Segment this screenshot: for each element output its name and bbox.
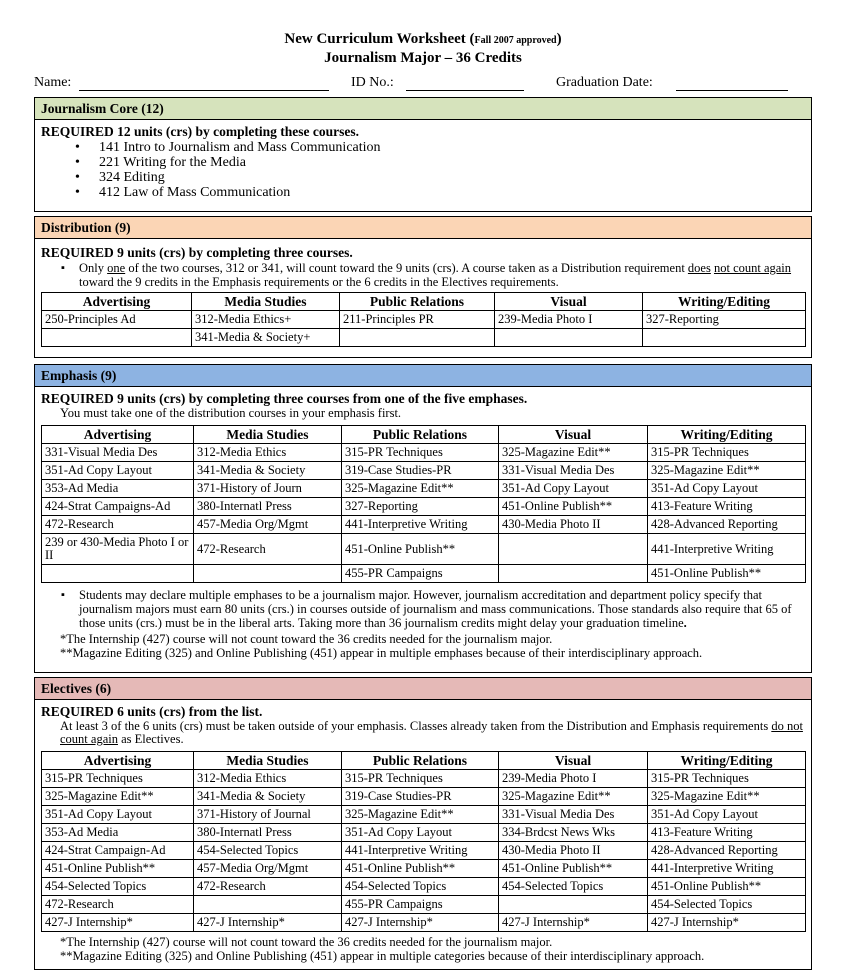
table-cell: 353-Ad Media: [42, 480, 194, 498]
table-row: [42, 896, 806, 914]
table-cell: 331-Visual Media Des: [499, 462, 648, 480]
table-cell: 351-Ad Copy Layout: [648, 806, 806, 824]
column-header: Public Relations: [342, 752, 499, 770]
table-cell: 451-Online Publish**: [499, 860, 648, 878]
electives-section: [34, 677, 812, 970]
distribution-note: ▪ Only one of the two courses, 312 or 341, will count toward the 9 units (crs). A course taken as a Distribution requirement does not count again toward the 9 credits in the Emphasis requirements or the 6 credits in the Electives requirements.: [79, 261, 811, 289]
table-cell: [499, 534, 648, 565]
column-header: Media Studies: [194, 752, 342, 770]
column-header: Public Relations: [340, 293, 495, 311]
column-header: Writing/Editing: [648, 752, 806, 770]
emphasis-note: ▪ Students may declare multiple emphases to be a journalism major. However, journalism accreditation and department policy specify that journalism majors must earn 80 units (crs.) in courses outside of journalism and mass communications. Those standards also require that 65 of those units (crs.) must be in the liberal arts. Taking more than 36 journalism credits might delay your graduation timeline.: [79, 588, 811, 630]
table-cell: [643, 329, 806, 347]
emphasis-heading: Emphasis (9): [35, 365, 811, 387]
emphasis-notes: [35, 588, 811, 630]
table-cell: 325-Magazine Edit**: [342, 806, 499, 824]
table-row: [42, 842, 806, 860]
table-cell: 353-Ad Media: [42, 824, 194, 842]
emphasis-section: [34, 364, 812, 673]
electives-required: REQUIRED 6 units (crs) from the list.: [41, 704, 263, 719]
title-approval: Fall 2007 approved: [474, 35, 557, 46]
core-course-item: • 221 Writing for the Media: [99, 155, 811, 170]
table-cell: 427-J Internship*: [42, 914, 194, 932]
table-cell: 451-Online Publish**: [648, 565, 806, 583]
table-cell: 315-PR Techniques: [342, 770, 499, 788]
column-header: Media Studies: [194, 426, 342, 444]
table-row: [42, 498, 806, 516]
table-cell: 427-J Internship*: [648, 914, 806, 932]
table-cell: 454-Selected Topics: [648, 896, 806, 914]
core-course-item: • 324 Editing: [99, 170, 811, 185]
distribution-section: [34, 216, 812, 358]
table-row: [42, 534, 806, 565]
table-cell: 472-Research: [42, 516, 194, 534]
table-cell: [42, 565, 194, 583]
electives-table: [41, 751, 806, 932]
table-cell: 341-Media & Society: [194, 788, 342, 806]
table-cell: 325-Magazine Edit**: [499, 788, 648, 806]
worksheet-title: [0, 30, 846, 50]
column-header: Advertising: [42, 752, 194, 770]
table-cell: 451-Online Publish**: [42, 860, 194, 878]
table-cell: 325-Magazine Edit**: [499, 444, 648, 462]
table-cell: 427-J Internship*: [194, 914, 342, 932]
table-header-row: [42, 426, 806, 444]
table-cell: 325-Magazine Edit**: [648, 462, 806, 480]
column-header: Advertising: [42, 293, 192, 311]
table-cell: 312-Media Ethics: [194, 444, 342, 462]
table-cell: 331-Visual Media Des: [42, 444, 194, 462]
table-cell: 315-PR Techniques: [648, 444, 806, 462]
core-course-item: • 412 Law of Mass Communication: [99, 185, 811, 200]
table-cell: 441-Interpretive Writing: [648, 534, 806, 565]
table-cell: 327-Reporting: [342, 498, 499, 516]
table-cell: 239-Media Photo I: [495, 311, 643, 329]
table-cell: 211-Principles PR: [340, 311, 495, 329]
table-row: [42, 480, 806, 498]
table-cell: 319-Case Studies-PR: [342, 788, 499, 806]
table-row: [42, 806, 806, 824]
table-cell: 239 or 430-Media Photo I or II: [42, 534, 194, 565]
table-cell: 451-Online Publish**: [342, 534, 499, 565]
table-cell: 315-PR Techniques: [42, 770, 194, 788]
distribution-table: [41, 292, 806, 347]
table-cell: 325-Magazine Edit**: [648, 788, 806, 806]
core-heading: Journalism Core (12): [35, 98, 811, 120]
table-cell: 441-Interpretive Writing: [342, 516, 499, 534]
table-cell: 239-Media Photo I: [499, 770, 648, 788]
table-cell: 315-PR Techniques: [648, 770, 806, 788]
table-cell: 427-J Internship*: [342, 914, 499, 932]
table-row: [42, 878, 806, 896]
table-cell: 472-Research: [194, 534, 342, 565]
table-cell: 454-Selected Topics: [194, 842, 342, 860]
table-cell: 371-History of Journal: [194, 806, 342, 824]
core-course-list: [35, 140, 811, 200]
table-cell: 457-Media Org/Mgmt: [194, 860, 342, 878]
table-row: [42, 770, 806, 788]
table-cell: 455-PR Campaigns: [342, 896, 499, 914]
table-cell: 351-Ad Copy Layout: [42, 462, 194, 480]
name-label: Name:: [34, 75, 72, 90]
emphasis-footnote-2: **Magazine Editing (325) and Online Publishing (451) appear in multiple emphases because of their interdisciplinary approach.: [60, 646, 703, 660]
table-cell: 351-Ad Copy Layout: [648, 480, 806, 498]
table-cell: 371-History of Journ: [194, 480, 342, 498]
name-field[interactable]: [79, 90, 329, 91]
table-cell: [42, 329, 192, 347]
column-header: Public Relations: [342, 426, 499, 444]
table-cell: 312-Media Ethics: [194, 770, 342, 788]
table-cell: 341-Media & Society: [194, 462, 342, 480]
table-cell: 413-Feature Writing: [648, 498, 806, 516]
table-row: [42, 788, 806, 806]
table-cell: 331-Visual Media Des: [499, 806, 648, 824]
graduation-field[interactable]: [676, 90, 788, 91]
table-cell: [495, 329, 643, 347]
table-cell: 424-Strat Campaigns-Ad: [42, 498, 194, 516]
table-cell: 351-Ad Copy Layout: [42, 806, 194, 824]
table-header-row: [42, 293, 806, 311]
electives-heading: Electives (6): [35, 678, 811, 700]
table-cell: 250-Principles Ad: [42, 311, 192, 329]
emphasis-table: [41, 425, 806, 583]
column-header: Advertising: [42, 426, 194, 444]
table-cell: 334-Brdcst News Wks: [499, 824, 648, 842]
student-info-row: [34, 75, 814, 93]
core-required: REQUIRED 12 units (crs) by completing these courses.: [41, 124, 359, 139]
table-header-row: [42, 752, 806, 770]
table-cell: 441-Interpretive Writing: [342, 842, 499, 860]
table-cell: 312-Media Ethics+: [192, 311, 340, 329]
table-cell: 454-Selected Topics: [499, 878, 648, 896]
table-cell: 454-Selected Topics: [342, 878, 499, 896]
table-cell: 380-Internatl Press: [194, 824, 342, 842]
table-row: [42, 860, 806, 878]
column-header: Visual: [495, 293, 643, 311]
core-course-item: • 141 Intro to Journalism and Mass Communication: [99, 140, 811, 155]
table-cell: 451-Online Publish**: [648, 878, 806, 896]
table-row: [42, 329, 806, 347]
table-row: [42, 565, 806, 583]
table-cell: 430-Media Photo II: [499, 516, 648, 534]
id-label: ID No.:: [351, 75, 394, 90]
electives-footnote-1: *The Internship (427) course will not count toward the 36 credits needed for the journalism major.: [60, 935, 553, 949]
table-cell: 430-Media Photo II: [499, 842, 648, 860]
table-cell: 315-PR Techniques: [342, 444, 499, 462]
emphasis-footnote-1: *The Internship (427) course will not count toward the 36 credits needed for the journalism major.: [60, 632, 553, 646]
table-row: [42, 444, 806, 462]
table-cell: 327-Reporting: [643, 311, 806, 329]
table-cell: 351-Ad Copy Layout: [342, 824, 499, 842]
table-cell: [499, 896, 648, 914]
distribution-heading: Distribution (9): [35, 217, 811, 239]
electives-subnote: At least 3 of the 6 units (crs) must be taken outside of your emphasis. Classes already taken from the Distribution and Emphasis requirements do not count again as Electives.: [60, 719, 803, 746]
table-cell: 451-Online Publish**: [499, 498, 648, 516]
core-section: [34, 97, 812, 212]
column-header: Writing/Editing: [648, 426, 806, 444]
table-row: [42, 311, 806, 329]
table-cell: [194, 565, 342, 583]
table-cell: 341-Media & Society+: [192, 329, 340, 347]
table-cell: 454-Selected Topics: [42, 878, 194, 896]
table-row: [42, 914, 806, 932]
table-cell: 428-Advanced Reporting: [648, 842, 806, 860]
table-cell: [340, 329, 495, 347]
emphasis-subnote: You must take one of the distribution courses in your emphasis first.: [60, 406, 402, 420]
id-field[interactable]: [406, 90, 524, 91]
table-cell: 413-Feature Writing: [648, 824, 806, 842]
graduation-label: Graduation Date:: [556, 75, 653, 90]
table-cell: 457-Media Org/Mgmt: [194, 516, 342, 534]
emphasis-required: REQUIRED 9 units (crs) by completing three courses from one of the five emphases.: [41, 391, 528, 406]
table-cell: 424-Strat Campaign-Ad: [42, 842, 194, 860]
title-main: New Curriculum Worksheet (: [284, 31, 475, 47]
table-cell: 428-Advanced Reporting: [648, 516, 806, 534]
table-cell: 441-Interpretive Writing: [648, 860, 806, 878]
column-header: Media Studies: [192, 293, 340, 311]
electives-footnote-2: **Magazine Editing (325) and Online Publishing (451) appear in multiple categories because of their interdisciplinary approach.: [60, 949, 705, 963]
table-row: [42, 462, 806, 480]
table-row: [42, 516, 806, 534]
table-cell: 351-Ad Copy Layout: [499, 480, 648, 498]
table-cell: [499, 565, 648, 583]
table-cell: 380-Internatl Press: [194, 498, 342, 516]
table-cell: 472-Research: [194, 878, 342, 896]
table-cell: 319-Case Studies-PR: [342, 462, 499, 480]
column-header: Visual: [499, 426, 648, 444]
column-header: Visual: [499, 752, 648, 770]
table-cell: 455-PR Campaigns: [342, 565, 499, 583]
distribution-notes: [35, 261, 811, 289]
table-cell: 451-Online Publish**: [342, 860, 499, 878]
worksheet-subtitle: Journalism Major – 36 Credits: [324, 50, 522, 66]
title-close: ): [556, 31, 562, 47]
table-cell: 427-J Internship*: [499, 914, 648, 932]
table-cell: [194, 896, 342, 914]
table-row: [42, 824, 806, 842]
column-header: Writing/Editing: [643, 293, 806, 311]
table-cell: 325-Magazine Edit**: [42, 788, 194, 806]
table-cell: 472-Research: [42, 896, 194, 914]
distribution-required: REQUIRED 9 units (crs) by completing three courses.: [41, 245, 353, 260]
table-cell: 325-Magazine Edit**: [342, 480, 499, 498]
